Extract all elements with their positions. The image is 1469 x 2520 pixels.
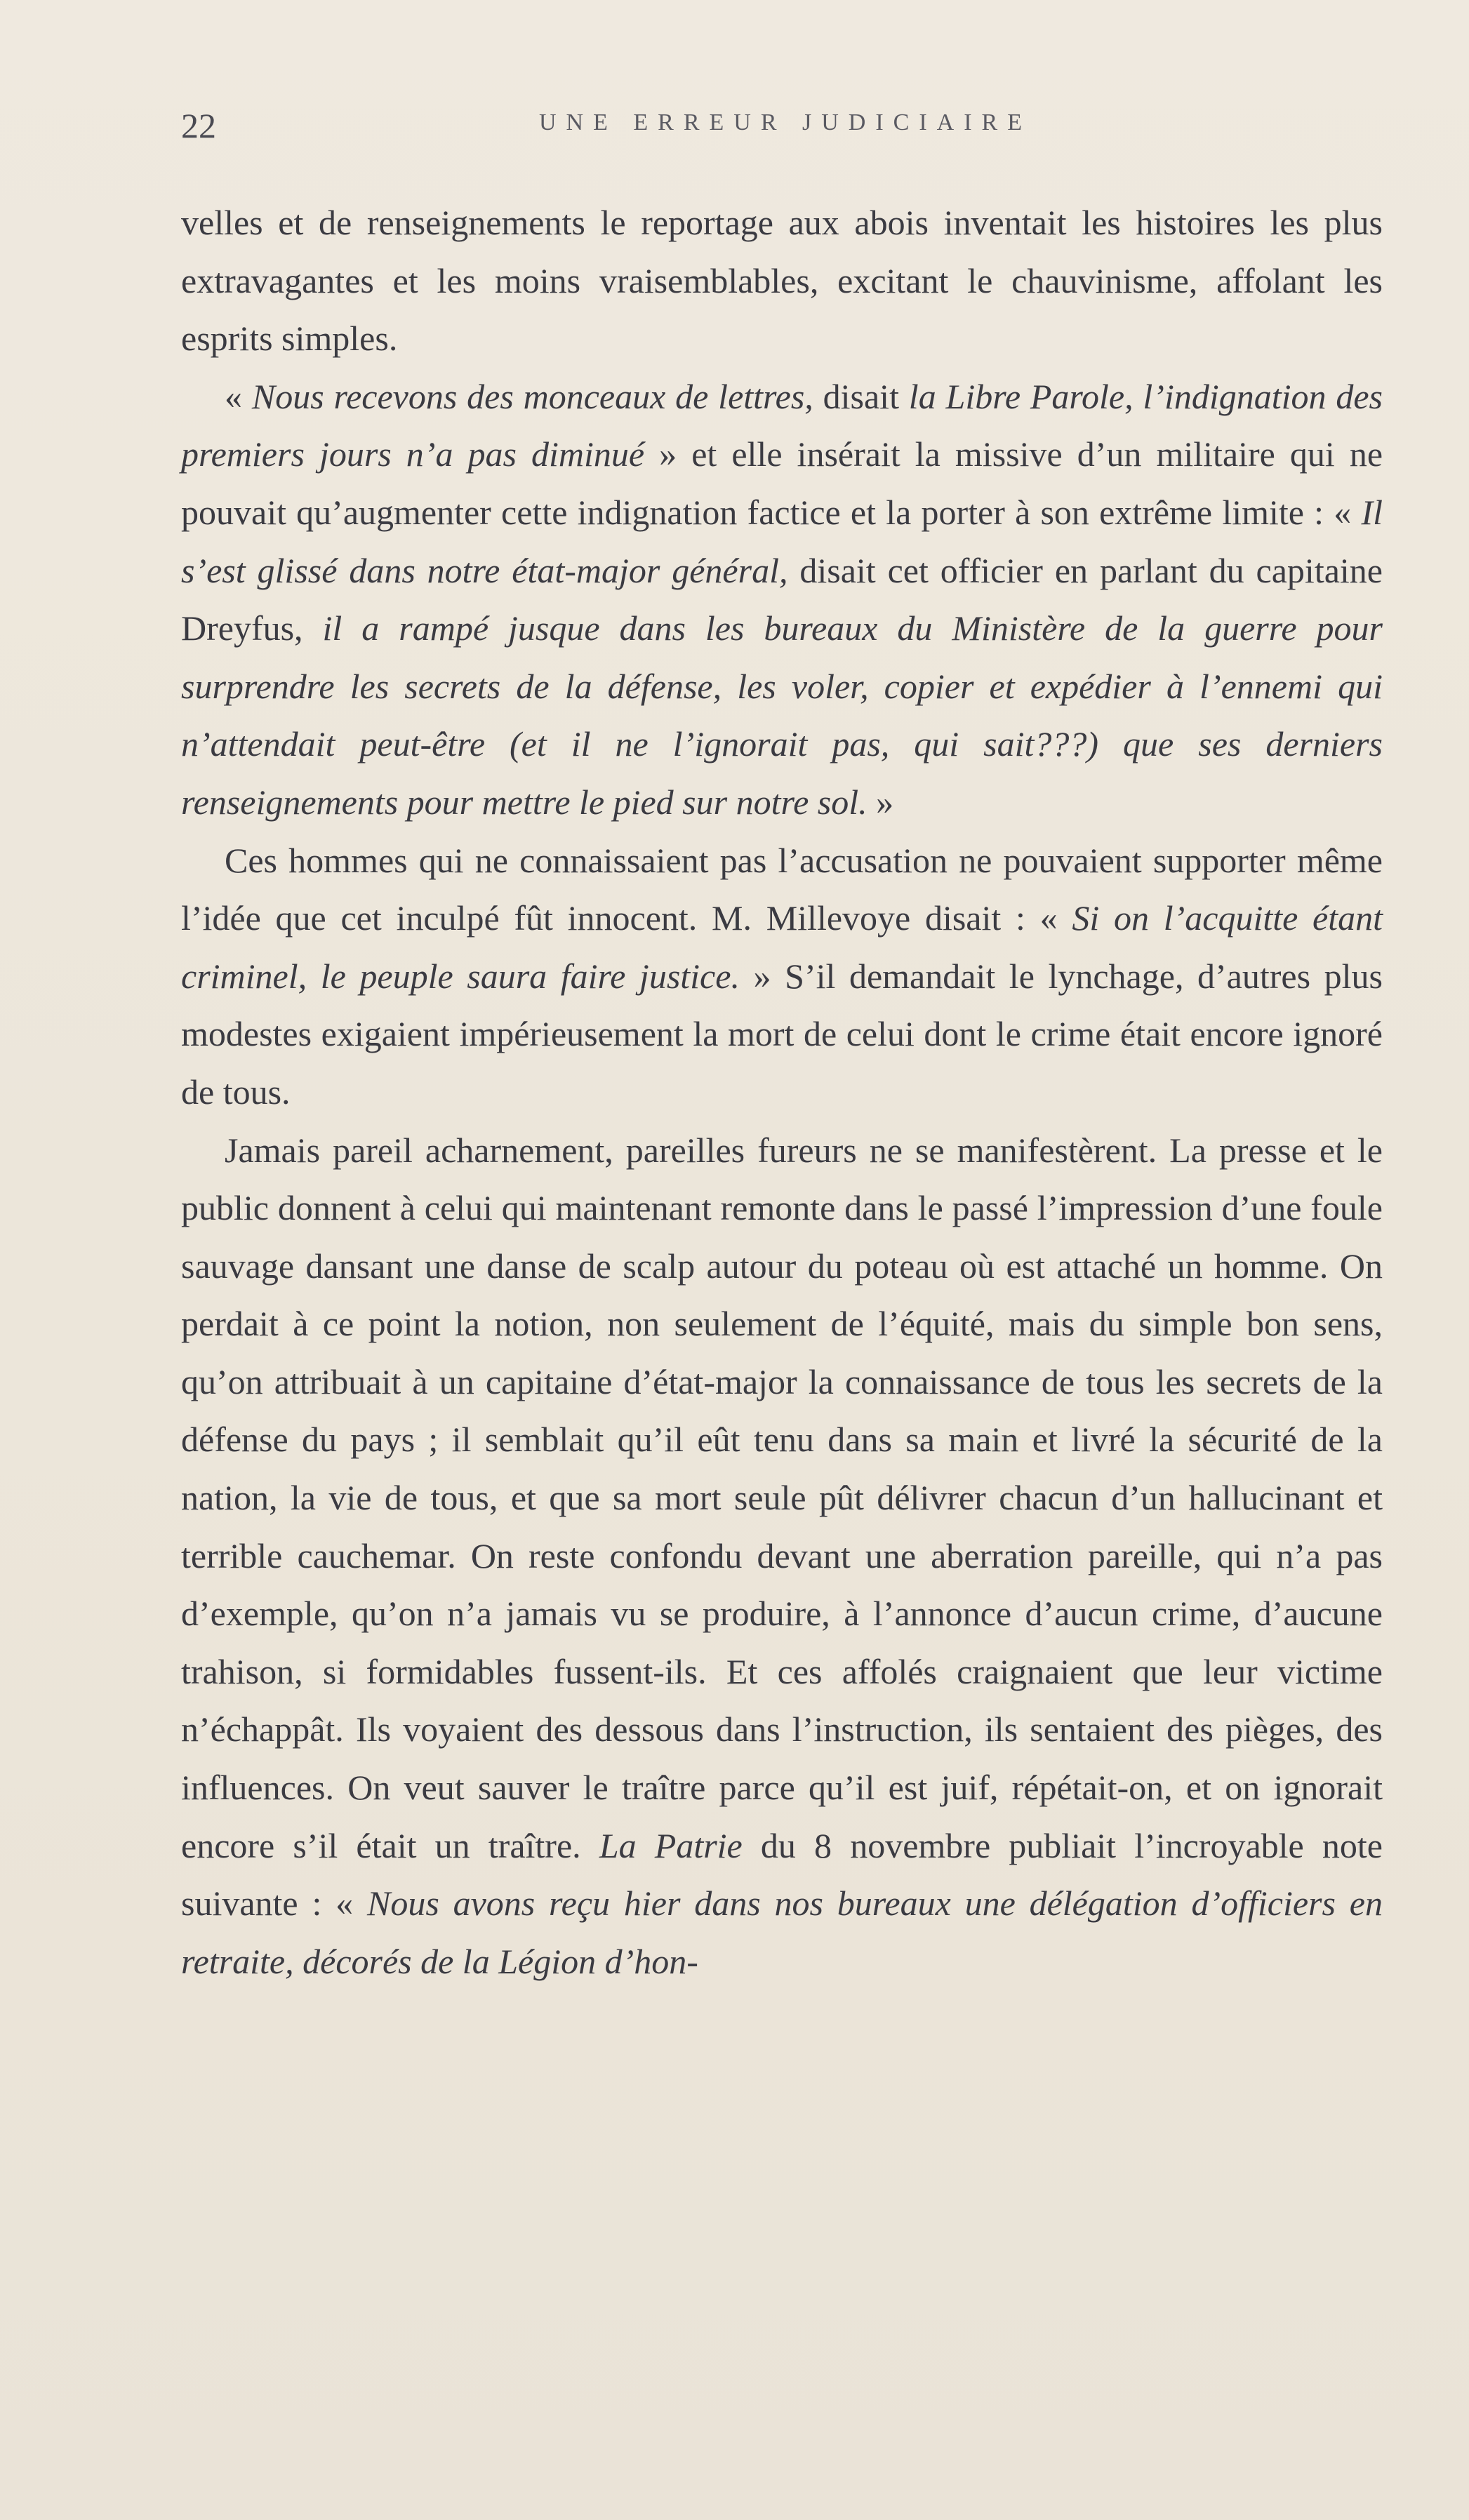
page-number: 22	[181, 106, 216, 145]
italic-run: Si on l’acquitte étant criminel, le peuple saura faire justice.	[181, 898, 1383, 996]
text-run: «	[225, 376, 252, 416]
italic-run: La Patrie	[599, 1825, 743, 1865]
text-run: Jamais pareil acharnement, pareilles fureurs ne se manifestèrent. La presse et le public donnent à celui qui maintenant remonte dans le passé l’impression d’une foule sauvage dansant une danse de scalp autour du poteau où est attaché un homme. On perdait à ce point la notion, non seulement de l’équité, mais du simple bon sens, qu’on attribuait à un capitaine d’état-major la connaissance de tous les secrets de la défense du pays ; il semblait qu’il eût tenu dans sa main et livré la sécurité de la nation, la vie de tous, et que sa mort seule pût délivrer chacun d’un hallucinant et terrible cauchemar. On reste confondu devant une aberration pareille, qui n’a pas d’exemple, qu’on n’a jamais vu se produire, à l’annonce d’aucun crime, d’aucune trahison, si formidables fussent-ils. Et ces affolés craignaient que leur victime n’échappât. Ils voyaient des dessous dans l’instruction, ils sentaient des pièges, des influences. On veut sauver le traître parce qu’il est juif, répétait-on, et on ignorait encore s’il était un traître.	[181, 1130, 1383, 1865]
paragraph	[181, 368, 1383, 832]
text-run: du 8 novembre publiait l’incroyable note suivante : «	[181, 1825, 1383, 1924]
text-run: » S’il demandait le lynchage, d’autres plus modestes exigaient impérieusement la mort de celui dont le crime était encore ignoré de tous.	[181, 956, 1383, 1112]
text-run: »	[867, 782, 894, 822]
text-run: disait	[813, 376, 909, 416]
text-run: » et elle insérait la missive d’un militaire qui ne pouvait qu’augmenter cette indignation factice et la porter à son extrême limite : «	[181, 434, 1383, 532]
text-run: velles et de renseignements le reportage aux abois inventait les histoires les plus extravagantes et les moins vraisemblables, excitant le chauvinisme, affolant les esprits simples.	[181, 203, 1383, 359]
page-header	[181, 105, 1390, 147]
italic-run: la Libre Parole, l’indignation des premiers jours n’a pas diminué	[181, 376, 1383, 474]
text-run: Ces hommes qui ne connaissaient pas l’accusation ne pouvaient supporter même l’idée que cet inculpé fût innocent. M. Millevoye disait : «	[181, 840, 1383, 938]
paragraph	[181, 194, 1383, 368]
italic-run: Nous avons reçu hier dans nos bureaux une délégation d’officiers en retraite, décorés de la Légion d’hon-	[181, 1884, 1383, 1981]
italic-run: il a rampé jusque dans les bureaux du Ministère de la guerre pour surprendre les secrets de la défense, les voler, copier et expédier à l’ennemi qui n’attendait peut-être (et il ne l’ignorait pas, qui sait???) que ses derniers renseignements pour mettre le pied sur notre sol.	[181, 608, 1383, 822]
running-title: UNE ERREUR JUDICIAIRE	[539, 109, 1032, 135]
text-run: disait cet officier en parlant du capitaine Dreyfus,	[181, 550, 1383, 648]
paragraph	[181, 1121, 1383, 1991]
italic-run: Il s’est glissé dans notre état-major général,	[181, 492, 1383, 590]
italic-run: Nous recevons des monceaux de lettres,	[251, 376, 813, 416]
paragraph	[181, 832, 1383, 1121]
body-text	[181, 194, 1383, 1990]
